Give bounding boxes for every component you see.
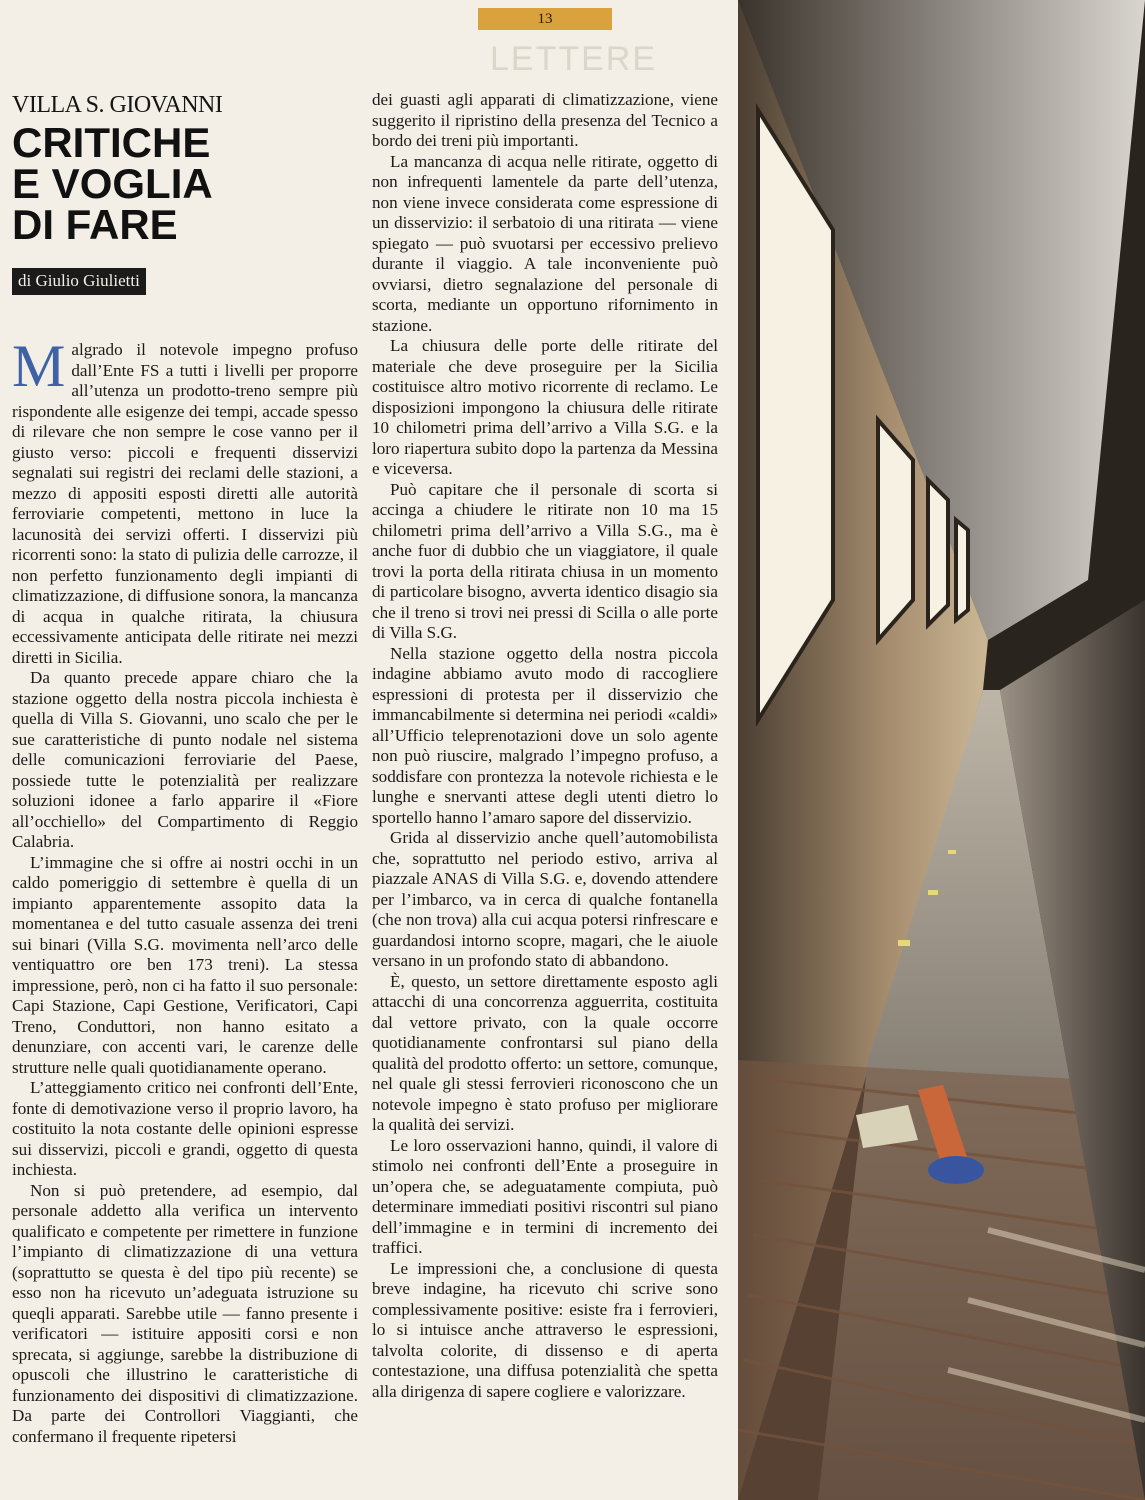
paragraph: Nella stazione oggetto della nostra piccola indagine abbiamo avuto modo di raccogliere espressioni di protesta per il disservizio che immancabilmente si determina nei periodi «caldi» all’Ufficio teleprenotazioni dove un solo agente non può riuscire, malgrado l’impegno profuso, a soddisfare con prontezza la notevole richiesta e le lunghe e snervanti attese degli utenti dietro lo sportello hanno l’amaro sapore del disservizio. — [372, 643, 718, 827]
headline-line: CRITICHE — [12, 119, 211, 166]
paragraph: Le impressioni che, a conclusione di questa breve indagine, ha ricevuto chi scrive sono complessivamente positive: esiste fra i ferrovieri, lo si intuisce anche attraverso le espressioni, talvolta colorite, di dissenso e di aperta contestazione, una diffusa potenzialità che spetta alla dirigenza di sapere cogliere e valorizzare. — [372, 1258, 718, 1401]
paragraph: dei guasti agli apparati di climatizzazione, viene suggerito il ripristino della presenza del Tecnico a bordo dei treni più importanti. — [372, 90, 718, 150]
headline-line: DI FARE — [12, 201, 178, 248]
paragraph: Può capitare che il personale di scorta si accinga a chiudere le ritirate non 10 ma 15 chilometri prima dell’arrivo a Villa S.G., ma è anche fuor di dubbio che un viaggiatore, il quale trovi la porta della ritirata chiusa in un momento di particolare bisogno, avverta identico disagio sia che il treno si trovi nei pressi di Scilla o alle porte di Villa S.G. — [372, 479, 718, 642]
paragraph: Grida al disservizio anche quell’automobilista che, soprattutto nel periodo estivo, arriva al piazzale ANAS di Villa S.G. e, dovendo attendere per l’imbarco, va in cerca di qualche fontanella (che non trova) alla cui acqua potersi rinfrescare e guardandosi intorno scopre, magari, che le aiuole versano in un profondo stato di abbandono. — [372, 828, 718, 970]
paragraph: La mancanza di acqua nelle ritirate, oggetto di non infrequenti lamentele da parte dell’utenza, non viene invece considerata come espressione di un disservizio: il serbatoio di una ritirata — viene spiegato — può svuotarsi per eccessivo prelievo durante il viaggio. A tale inconveniente può ovviarsi, dietro segnalazione del personale di scorta, mediante un opportuno rifornimento in stazione. — [372, 151, 718, 335]
paragraph: Malgrado il notevole impegno profuso dall’Ente FS a tutti i livelli per proporre all’utenza un prodotto-treno sempre più rispondente alle esigenze dei tempi, accade spesso di rilevare che non sempre le cose vanno per il giusto verso: piccoli e frequenti disservizi segnalati sui registri dei reclami delle stazioni, a mezzo di appositi esposti diretti alle autorità ferroviarie competenti, mettono in luce la lacunosità dei servizi offerti. I disservizi più ricorrenti sono: la stato di pulizia delle carrozze, il non perfetto funzionamento degli impianti di climatizzazione, di diffusione sonora, la mancanza di acqua in qualche ritirata, la chiusura eccessivamente anticipata delle ritirate nei mezzi diretti in Sicilia. — [12, 333, 358, 667]
section-ghost-title: LETTERE — [490, 40, 658, 78]
drop-cap: M — [12, 333, 66, 399]
article-column-left — [12, 333, 358, 1447]
paragraph: Le loro osservazioni hanno, quindi, il valore di stimolo nei confronti dell’Ente a proseguire in un’opera che, se adeguatamente compiuta, può determinare immediati positivi riscontri sul piano dell’immagine e in termini di incremento dei traffici. — [372, 1135, 718, 1257]
article-byline: di Giulio Giulietti — [12, 268, 146, 295]
article-column-right — [372, 90, 718, 1402]
paragraph: È, questo, un settore direttamente esposto agli attacchi di una concorrenza agguerrita, costituita dal vettore privato, con la quale occorre quotidianamente confrontarsi sul piano della qualità del prodotto offerto: un settore, comunque, nel quale gli stessi ferrovieri riconoscono che un notevole impegno è stato profuso per migliorare la qualità dei servizi. — [372, 971, 718, 1134]
paragraph: Da quanto precede appare chiaro che la stazione oggetto della nostra piccola inchiesta è quella di Villa S. Giovanni, uno scalo che per le sue caratteristiche di punto nodale nel sistema delle comunicazioni ferroviarie del Paese, possiede tutte le potenzialità per realizzare soluzioni idonee a farlo apparire il «Fiore all’occhiello» del Compartimento di Reggio Calabria. — [12, 668, 358, 851]
page-number: 13 — [478, 8, 612, 30]
train-corridor-photo — [738, 0, 1145, 1500]
headline-line: E VOGLIA — [12, 160, 213, 207]
article-kicker: VILLA S. GIOVANNI — [12, 92, 223, 118]
paragraph: La chiusura delle porte delle ritirate del materiale che deve proseguire per la Sicilia costituisce altro motivo ricorrente di reclamo. Le disposizioni impongono la chiusura delle ritirate 10 chilometri prima dell’arrivo a Villa S.G. e la loro riapertura subito dopo la partenza da Messina e viceversa. — [372, 336, 718, 478]
paragraph: Non si può pretendere, ad esempio, dal personale addetto alla verifica un intervento qualificato e competente per rimettere in funzione l’impianto di climatizzazione di una vettura (soprattutto se questa è del tipo più recente) se esso non ha ricevuto un’adeguata istruzione su queqli apparati. Sarebbe utile — fanno presente i verificatori — istituire appositi corsi e non sprecata, si aggiunge, sarebbe la distribuzione di opuscoli che illustrino le caratteristiche di funzionamento dei dispositivi di climatizzazione. Da parte dei Controllori Viaggianti, che confermano il frequente ripetersi — [12, 1180, 358, 1446]
paragraph: L’immagine che si offre ai nostri occhi in un caldo pomeriggio di settembre è quella di un impianto apparentemente assopito data la momentanea e del tutto casuale assenza dei treni sui binari (Villa S.G. movimenta nell’arco delle ventiquattro ore ben 173 treni). La stessa impressione, però, non ci ha fatto il suo personale: Capi Stazione, Capi Gestione, Verificatori, Capi Treno, Conduttori, non hanno esitato a denunziare, con accenti vari, le carenze delle strutture nelle quali quotidianamente operano. — [12, 852, 358, 1077]
paragraph: L’atteggiamento critico nei confronti dell’Ente, fonte di demotivazione verso il proprio lavoro, ha costituito la nota costante delle opinioni espresse sui disservizi, piccoli e grandi, oggetto di questa inchiesta. — [12, 1078, 358, 1179]
article-headline — [12, 119, 332, 248]
